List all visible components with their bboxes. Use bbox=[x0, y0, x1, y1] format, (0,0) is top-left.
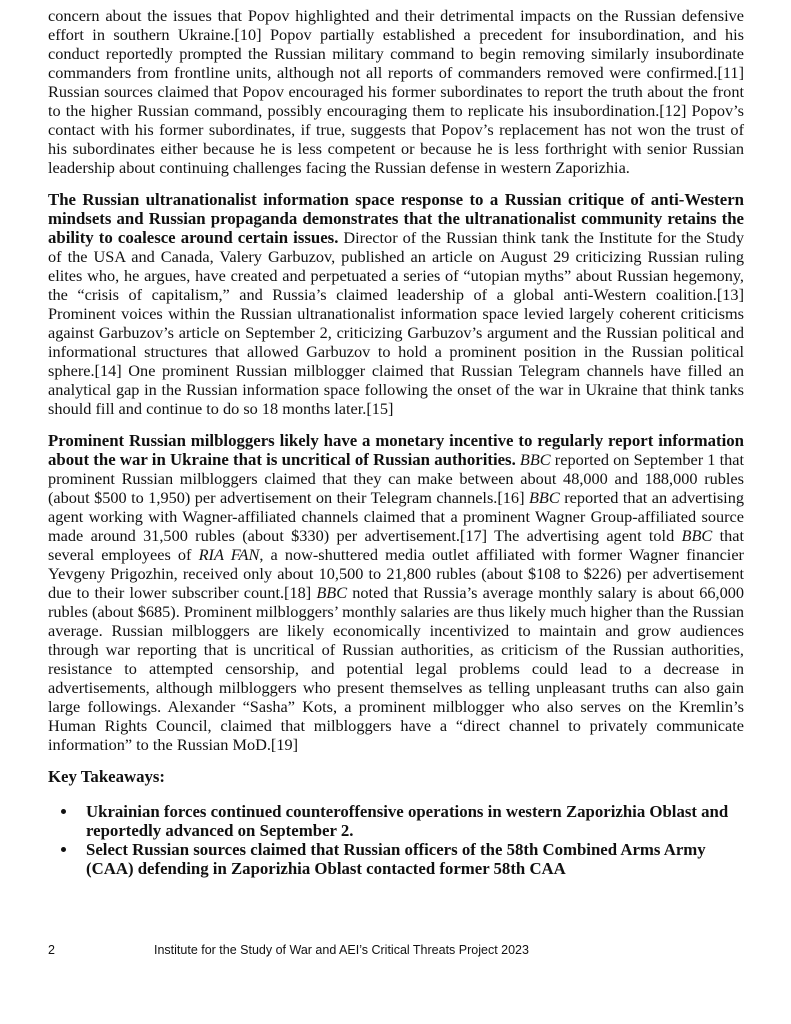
italic-text: BBC bbox=[316, 583, 348, 602]
paragraph-text: noted that Russia’s average monthly salary is about 66,000 rubles (about $685). Prominent milbloggers’ monthly salaries are thus likely much higher than the Russian average. Russian milbloggers are likely economically incentivized to maintain and grow audiences through war reporting that is uncritical of Russian authorities, as criticism of the Russian authorities, resistance to attempted censorship, and potential legal problems could lead to a decrease in advertisements, although milbloggers who present themselves as telling unpleasant truths can also gain large followings. Alexander “Sasha” Kots, a prominent milblogger who also serves on the Kremlin’s Human Rights Council, claimed that milbloggers have a “direct channel to privately communicate information” to the Russian MoD.[19] bbox=[48, 583, 744, 754]
paragraph-text: , a now-shuttered media outlet affiliated with former Wagner financier Yevgeny Prigozhin, received only about 10,500 to 21,800 rubles (about $108 to $226) per advertisement due to their lower subscriber count.[18] bbox=[48, 545, 744, 602]
page-number: 2 bbox=[48, 943, 55, 957]
paragraph-text: Director of the Russian think tank the Institute for the Study of the USA and Canada, Valery Garbuzov, published an article on August 29 criticizing Russian ruling elites who, he argues, have created and perpetuated a series of “utopian myths” about Russian hegemony, the “crisis of capitalism,” and Russia’s claimed leadership of a global anti-Western coalition.[13] Prominent voices within the Russian ultranationalist information space levied largely coherent criticisms against Garbuzov’s article on September 2, criticizing Garbuzov’s argument and the Russian political and informational structures that allowed Garbuzov to hold a prominent position in the Russian political sphere.[14] One prominent Russian milblogger claimed that Russian Telegram channels have filled an analytical gap in the Russian information space following the onset of the war in Ukraine that think tanks should fill and continue to do so 18 months later.[15] bbox=[48, 228, 744, 418]
document-body bbox=[48, 6, 744, 878]
footer-organization: Institute for the Study of War and AEI’s Critical Threats Project 2023 bbox=[154, 943, 529, 957]
key-takeaways-list bbox=[48, 802, 744, 878]
paragraph-text: reported on September 1 that prominent Russian milbloggers claimed that they can make between about 48,000 and 188,000 rubles (about $500 to 1,950) per advertisement on their Telegram channels.[16] bbox=[48, 450, 744, 507]
paragraph-text: concern about the issues that Popov highlighted and their detrimental impacts on the Russian defensive effort in southern Ukraine.[10] Popov partially established a precedent for insubordination, and his conduct reportedly prompted the Russian military command to begin removing similarly insubordinate commanders from frontline units, although not all reports of commanders removed were confirmed.[11] Russian sources claimed that Popov encouraged his former subordinates to report the truth about the front to the higher Russian command, possibly encouraging them to replicate his insubordination.[12] Popov’s contact with his former subordinates, if true, suggests that Popov’s replacement has not won the trust of his subordinates either because he is less competent or because he is less forthright with senior Russian leadership about continuing challenges facing the Russian defense in western Zaporizhia. bbox=[48, 6, 744, 177]
key-takeaways-heading: Key Takeaways: bbox=[48, 767, 166, 786]
takeaway-item: • Ukrainian forces continued counteroffensive operations in western Zaporizhia Oblast and reportedly advanced on September 2. bbox=[78, 802, 744, 840]
page-footer bbox=[48, 943, 529, 957]
bold-lead-sentence: Prominent Russian milbloggers likely have a monetary incentive to regularly report information about the war in Ukraine that is uncritical of Russian authorities. bbox=[48, 431, 744, 469]
paragraphs bbox=[48, 6, 744, 754]
italic-text: BBC bbox=[681, 526, 713, 545]
paragraph bbox=[48, 6, 744, 177]
takeaway-item: • Select Russian sources claimed that Russian officers of the 58th Combined Arms Army (CAA) defending in Zaporizhia Oblast contacted former 58th CAA bbox=[78, 840, 744, 878]
italic-text: BBC bbox=[528, 488, 560, 507]
italic-text: RIA FAN bbox=[198, 545, 260, 564]
paragraph bbox=[48, 190, 744, 418]
italic-text: BBC bbox=[519, 450, 551, 469]
paragraph bbox=[48, 431, 744, 754]
paragraph-text: that several employees of bbox=[48, 526, 745, 564]
paragraph-text: reported that an advertising agent working with Wagner-affiliated channels claimed that a prominent Wagner Group-affiliated source made around 31,500 rubles (about $330) per advertisement.[17] The advertising agent told bbox=[48, 488, 744, 545]
bold-lead-sentence: The Russian ultranationalist information space response to a Russian critique of anti-Western mindsets and Russian propaganda demonstrates that the ultranationalist community retains the ability to coalesce around certain issues. bbox=[48, 190, 744, 247]
